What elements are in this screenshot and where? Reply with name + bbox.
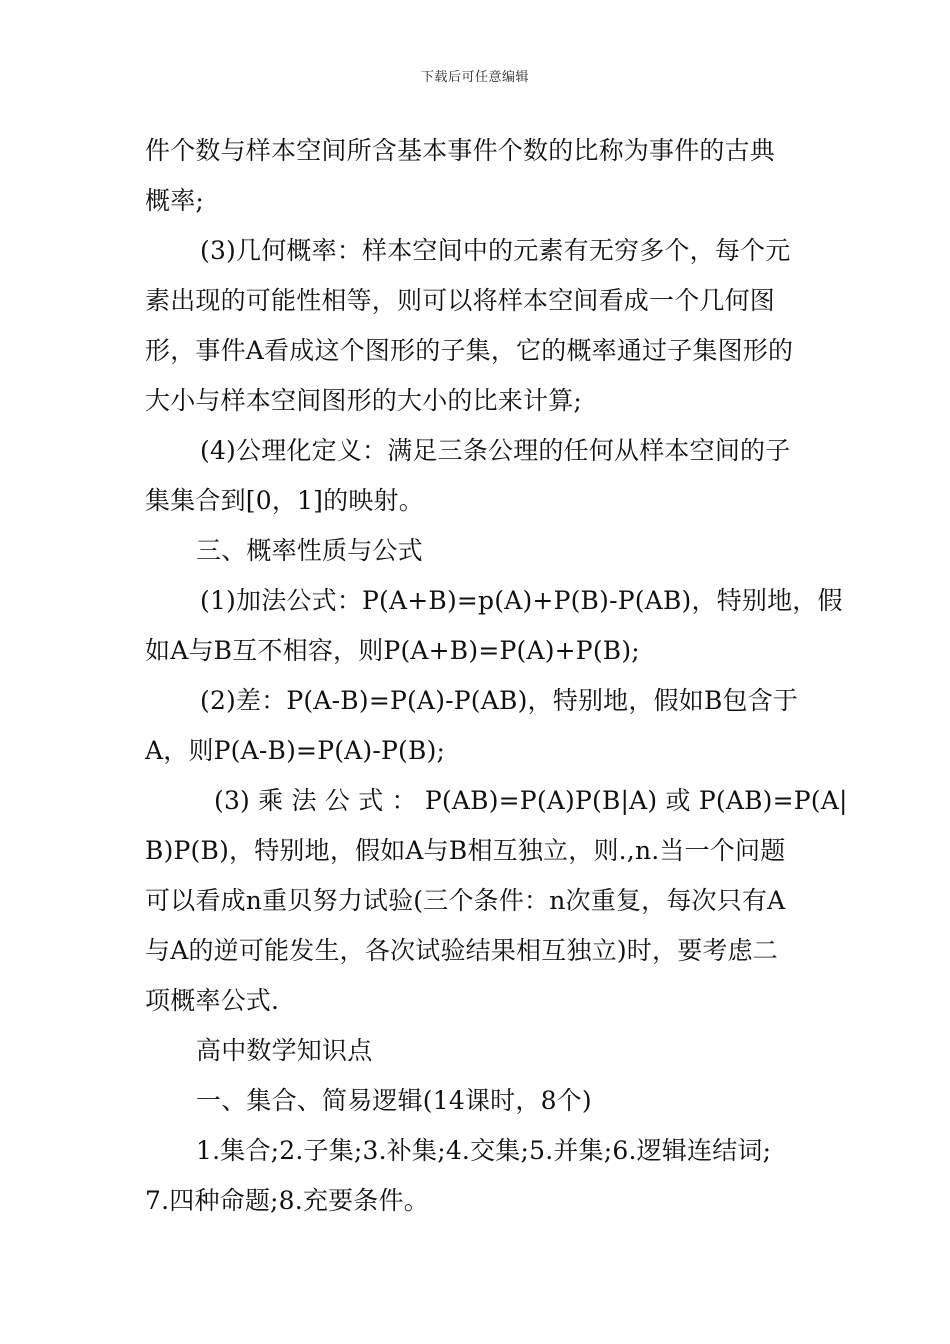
text-line: (1)加法公式：P(A+B)=p(A)+P(B)-P(AB)，特别地，假 — [200, 586, 843, 615]
section-heading: 一、集合、简易逻辑(14课时，8个) — [196, 1086, 592, 1115]
text-line: A，则P(A-B)=P(A)-P(B); — [145, 736, 446, 765]
text-line: 件个数与样本空间所含基本事件个数的比称为事件的古典 — [145, 136, 776, 165]
text-line: (3) 乘 法 公 式 ： P(AB)=P(A)P(B|A) 或 P(AB)=P(A| — [214, 786, 848, 815]
text-line: 7.四种命题;8.充要条件。 — [145, 1186, 429, 1215]
text-line: 素出现的可能性相等，则可以将样本空间看成一个几何图 — [145, 286, 776, 315]
text-line: 项概率公式. — [145, 986, 280, 1015]
text-line: 概率; — [145, 186, 205, 215]
text-line: 1.集合;2.子集;3.补集;4.交集;5.并集;6.逻辑连结词; — [196, 1136, 772, 1165]
text-line: 如A与B互不相容，则P(A+B)=P(A)+P(B); — [145, 636, 640, 665]
section-heading: 高中数学知识点 — [196, 1036, 373, 1065]
text-line: 形，事件A看成这个图形的子集，它的概率通过子集图形的 — [145, 336, 794, 365]
page-header: 下载后可任意编辑 — [420, 70, 529, 85]
text-line: 集集合到[0，1]的映射。 — [145, 486, 424, 515]
text-line: (3)几何概率：样本空间中的元素有无穷多个，每个元 — [200, 236, 791, 265]
text-line: 与A的逆可能发生，各次试验结果相互独立)时，要考虑二 — [145, 936, 779, 965]
text-line: (4)公理化定义：满足三条公理的任何从样本空间的子 — [200, 436, 791, 465]
text-line: 大小与样本空间图形的大小的比来计算; — [145, 386, 583, 415]
text-line: 可以看成n重贝努力试验(三个条件：n次重复，每次只有A — [145, 886, 786, 915]
section-heading: 三、概率性质与公式 — [196, 536, 423, 565]
text-line: (2)差：P(A-B)=P(A)-P(AB)，特别地，假如B包含于 — [200, 686, 799, 715]
text-line: B)P(B)，特别地，假如A与B相互独立，则.,n.当一个问题 — [145, 836, 786, 865]
